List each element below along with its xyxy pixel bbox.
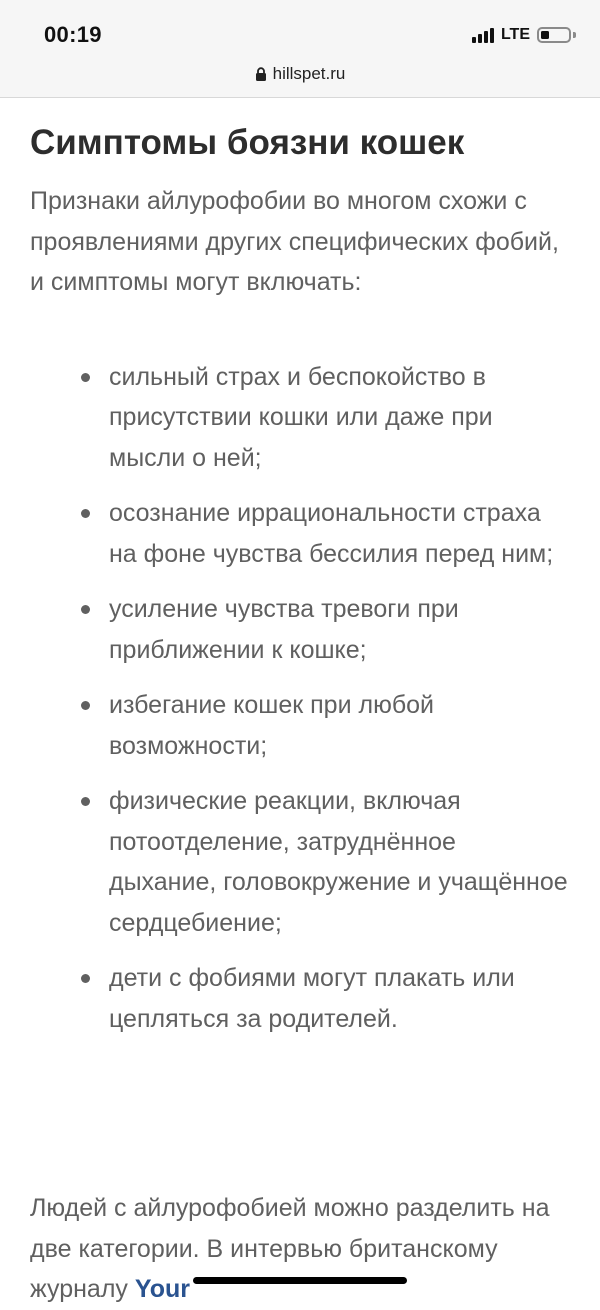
list-item-text: усиление чувства тревоги при приближении к кошке; <box>109 595 459 664</box>
list-item <box>109 589 570 670</box>
list-item-text: физические реакции, включая потоотделение, затруднённое дыхание, головокружение и учащённое сердцебиение; <box>109 787 568 937</box>
bullet-icon <box>81 605 90 614</box>
bullet-icon <box>81 701 90 710</box>
list-item <box>109 781 570 943</box>
status-indicators <box>472 26 576 44</box>
battery-icon <box>537 27 571 43</box>
bullet-icon <box>81 974 90 983</box>
list-item <box>109 357 570 479</box>
article <box>30 120 570 1054</box>
section-heading: Симптомы боязни кошек <box>30 123 465 162</box>
symptoms-list <box>30 357 570 1040</box>
status-time: 00:19 <box>44 22 102 47</box>
browser-chrome <box>0 0 600 98</box>
home-indicator[interactable] <box>193 1277 407 1284</box>
list-item-text: сильный страх и беспокойство в присутствии кошки или даже при мысли о ней; <box>109 362 493 472</box>
outro-paragraph <box>30 1188 570 1310</box>
network-type: LTE <box>500 26 530 43</box>
lock-icon <box>255 67 267 81</box>
journal-link[interactable]: Your <box>134 1275 190 1303</box>
bullet-icon <box>81 797 90 806</box>
battery-tip <box>573 32 576 38</box>
url-domain: hillspet.ru <box>272 64 346 83</box>
outro-text: Людей с айлурофобией можно разделить на две категории. В интервью британскому журналу <box>30 1194 550 1303</box>
battery-fill <box>541 31 549 39</box>
intro-paragraph: Признаки айлурофобии во многом схожи с проявлениями других специфических фобий, и симптомы могут включать: <box>30 187 559 296</box>
list-item <box>109 685 570 766</box>
signal-bars-icon <box>472 27 494 43</box>
address-bar[interactable] <box>0 64 600 84</box>
list-item-text: дети с фобиями могут плакать или цепляться за родителей. <box>109 964 515 1033</box>
list-item-text: избегание кошек при любой возможности; <box>109 691 435 760</box>
list-item <box>109 493 570 574</box>
bullet-icon <box>81 509 90 518</box>
list-item <box>109 958 570 1039</box>
bullet-icon <box>81 373 90 382</box>
list-item-text: осознание иррациональности страха на фоне чувства бессилия перед ним; <box>109 499 554 568</box>
